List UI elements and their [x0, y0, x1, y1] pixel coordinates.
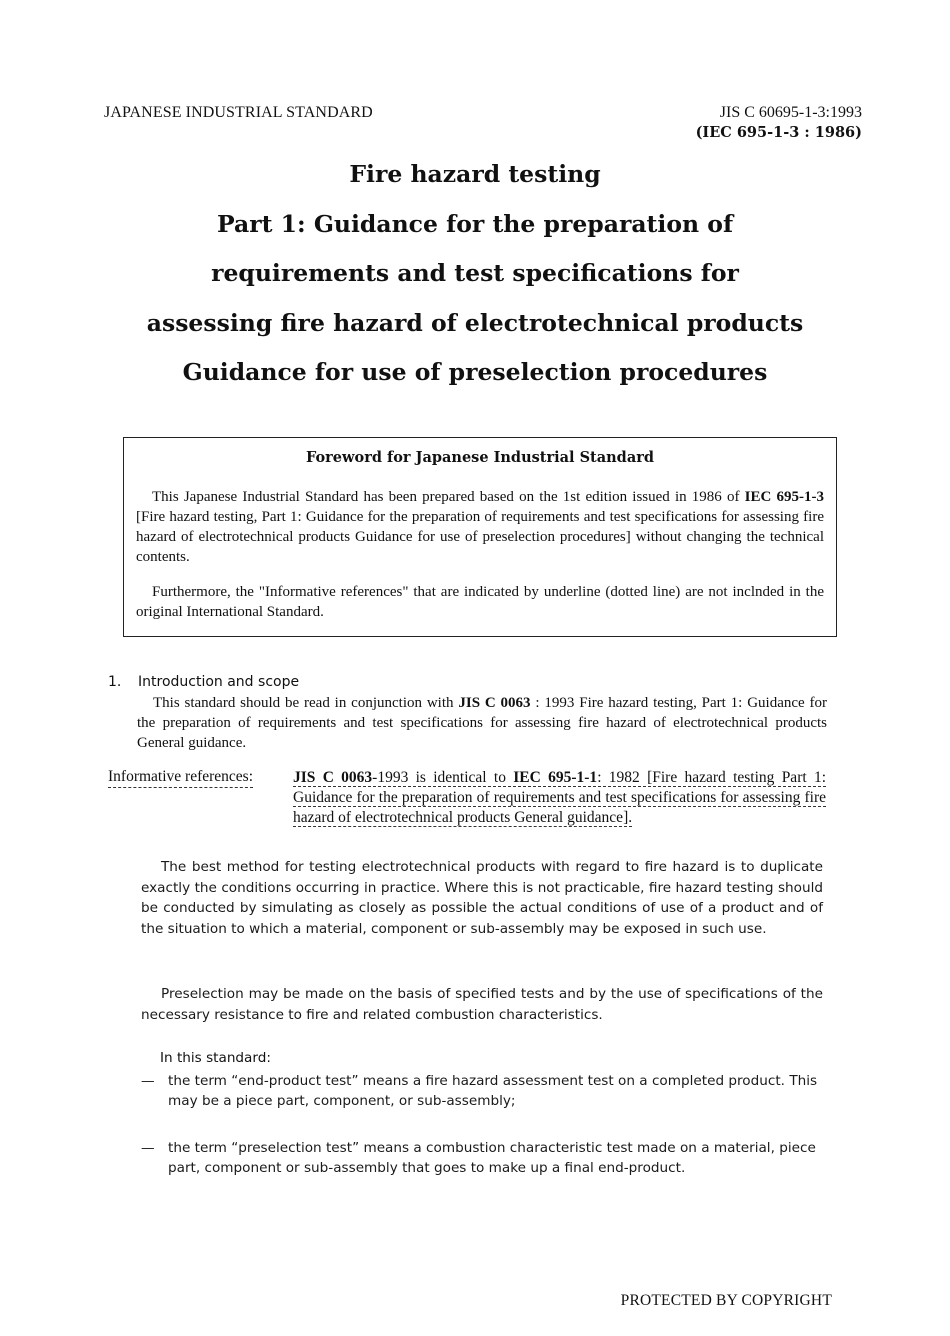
- title-line: Fire hazard testing: [349, 160, 601, 188]
- foreword-title: Foreword for Japanese Industrial Standard: [306, 449, 654, 466]
- document-title: [0, 150, 950, 398]
- foreword-paragraph-2: Furthermore, the "Informative references" that are indicated by underline (dotted line) are not inclnded in the original International Standard.: [136, 584, 824, 620]
- iec-reference: IEC 695-1-3: [744, 489, 824, 505]
- jis-reference: JIS C 0063: [293, 769, 373, 786]
- dash-bullet: —: [141, 1140, 155, 1156]
- section-number: 1.: [108, 674, 122, 690]
- list-item: — the term “preselection test” means a combustion characteristic test made on a material, piece part, component or sub-assembly that goes to make up a final end-product.: [141, 1140, 816, 1176]
- title-line: Part 1: Guidance for the preparation of: [216, 209, 734, 238]
- foreword-box: [123, 437, 837, 637]
- list-lead-text: In this standard:: [160, 1050, 271, 1066]
- iec-reference: IEC 695-1-1: [513, 769, 598, 786]
- foreword-paragraph-1: This Japanese Industrial Standard has been prepared based on the 1st edition issued in 1986 of IEC 695-1-3 [Fire hazard testing, Part 1: Guidance for the preparation of requirements and test specifications for assessing fire hazard of electrotechnical products Guidance for use of preselection procedures] without changing the technical contents.: [136, 489, 824, 565]
- standard-header-label: JAPANESE INDUSTRIAL STANDARD: [104, 104, 373, 121]
- title-line: requirements and test specifications for: [211, 259, 739, 287]
- dash-bullet: —: [141, 1073, 155, 1089]
- iec-number: (IEC 695-1-3 : 1986): [695, 124, 862, 141]
- section-title: Introduction and scope: [138, 674, 300, 690]
- title-line: Guidance for use of preselection procedures: [182, 358, 768, 386]
- intro-paragraph: This standard should be read in conjunction with JIS C 0063 : 1993 Fire hazard testing, Part 1: Guidance for the preparation of requirements and test specifications for assessing fire hazard of electrotechnical products General guidance.: [137, 695, 827, 751]
- jis-number: JIS C 60695-1-3:1993: [719, 104, 862, 121]
- jis-reference: JIS C 0063: [458, 695, 531, 711]
- list-item: — the term “end-product test” means a fire hazard assessment test on a completed product. This may be a piece part, component, or sub-assembly;: [141, 1073, 818, 1109]
- title-line: assessing fire hazard of electrotechnical products: [146, 308, 804, 337]
- informative-references-label: Informative references:: [108, 768, 253, 788]
- body-paragraph-1: The best method for testing electrotechnical products with regard to fire hazard is to duplicate exactly the conditions occurring in practice. Where this is not practicable, fire hazard testing should be conducted by simulating as closely as possible the actual conditions of use of a product and of the situation to which a material, component or sub-assembly may be exposed in such use.: [141, 859, 823, 937]
- informative-references-text: JIS C 0063-1993 is identical to IEC 695-1-1: 1982 [Fire hazard testing Part 1: Guidance for the preparation of requirements and test specifications for assessing fire hazard of electrotechnical products General guidance].: [293, 769, 827, 826]
- copyright-footer: PROTECTED BY COPYRIGHT: [620, 1292, 832, 1309]
- body-paragraph-2: Preselection may be made on the basis of specified tests and by the use of specifications of the necessary resistance to fire and related combustion characteristics.: [141, 986, 823, 1023]
- standard-number-block: [696, 103, 862, 143]
- section-heading: [108, 674, 299, 690]
